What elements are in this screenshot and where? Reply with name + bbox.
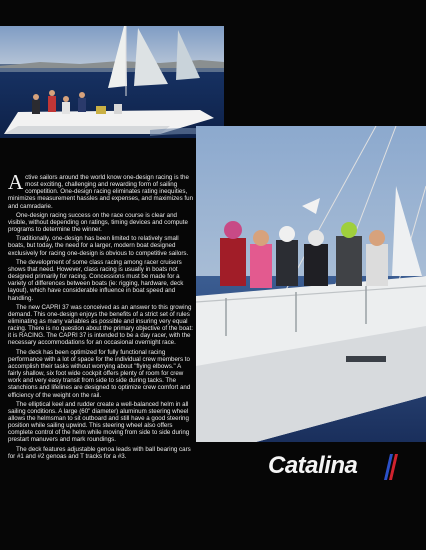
sailboat-racing-image: [0, 26, 224, 138]
paragraph-7: The elliptical keel and rudder create a well-balanced helm in all sailing conditions. A large (60" diameter) aluminum steering wheel allows the helmsman to sit outboard and still have a good steering position while sailing upwind. This steering wheel also offers complete control of the helm while moving from side to side during prestart manuvers and mark roundings.: [8, 400, 190, 444]
paragraph-6: The deck has been optimized for fully functional racing performance with a lot of space for the individual crew members to accomplish their tasks without worrying about "flying elbows." A fairly shallow, six foot wide cockpit offers plenty of room for crew work and very easy transit from side to side during tacks. The stanchions and lifelines are designed to optimize crew comfort and efficiency of the weight on the rail.: [8, 348, 191, 399]
catalina-logo: [268, 452, 418, 480]
paragraph-1: [8, 170, 194, 210]
crew-on-deck-image: [196, 126, 426, 442]
paragraph-3: Traditionally, one-design has been limited to relatively small boats, but today, the need for a larger, modern boat designed exclusively for racing one-design is obvious to competitive sailors.: [8, 235, 189, 257]
logo-stripes-icon: [384, 454, 404, 480]
crew-on-deck-photo: [196, 126, 426, 442]
paragraph-4: The development of some class racing among racer cruisers shows that need. However, class racing is usually in boats not designed primarily for racing. Concessions must be made for a variety of differences between boats (ie: rigging, hardware, deck layout), which have considerable influence in boat speed and handling.: [8, 258, 184, 302]
sailboat-racing-photo: [0, 26, 224, 138]
logo-wordmark: Catalina: [268, 452, 358, 479]
paragraph-1-text: ctive sailors around the world know one-design racing is the most exciting, challenging and rewarding form of sailing competition. One-design racing eliminates rating inequities, minimizes measurement hassles and expenses, and maximizes fun and camradarie.: [8, 174, 194, 210]
paragraph-5: The new CAPRI 37 was conceived as an answer to this growing demand. This one-design enjoys the benefits of a strict set of rules eliminating as many variables as possible and insuring very equal racing. There is no question about the primary objective of the boat: it is RACING. The CAPRI 37 is intended to be a day racer, with the necessary accommodations for an occasional overnight race.: [8, 303, 193, 347]
paragraph-2: One-design racing success on the race course is clear and visible, without depending on ratings, timing devices and compute programs to determine the winner.: [8, 211, 188, 234]
paragraph-8: The deck features adjustable genoa leads with ball bearing cars for #1 and #2 genoas and T tracks for a #3.: [8, 445, 191, 460]
body-text-column: [8, 170, 194, 462]
drop-cap: A: [8, 170, 24, 194]
